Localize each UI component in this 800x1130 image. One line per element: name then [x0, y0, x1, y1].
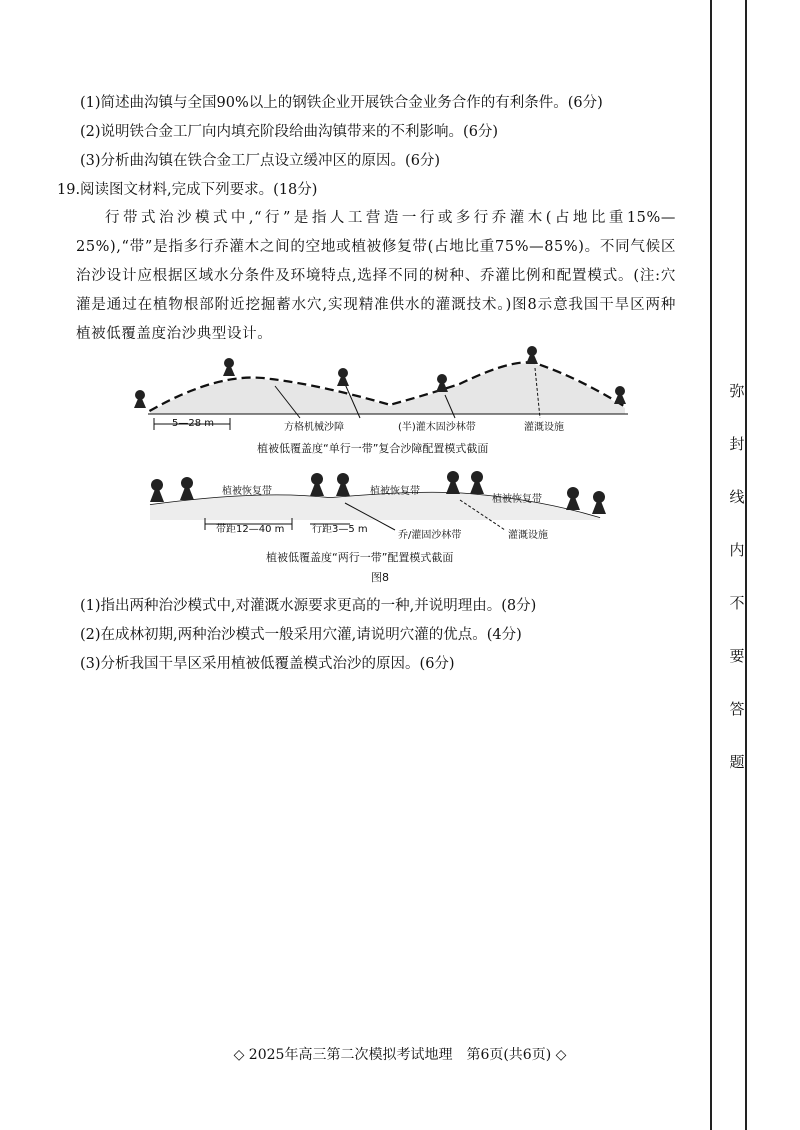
caption-diagram-2: 植被低覆盖度“两行一带”配置模式截面: [266, 551, 454, 564]
label-band-spacing: 带距12—40 m: [216, 524, 285, 535]
seal-line-notice: 弥 封 线 内 不 要 答 题: [729, 382, 745, 771]
binding-line-left: [710, 0, 712, 1130]
question-19-header: 19.阅读图文材料,完成下列要求。(18分): [57, 182, 318, 198]
label-shrub-belt: (半)灌木固沙林带: [398, 422, 476, 433]
label-recovery-belt-2: 植被恢复带: [370, 486, 420, 497]
question-18-1: (1)简述曲沟镇与全国90%以上的钢铁企业开展铁合金业务合作的有利条件。(6分): [80, 95, 603, 111]
label-spacing: 5—28 m: [172, 418, 215, 429]
question-19-2: (2)在成林初期,两种治沙模式一般采用穴灌,请说明穴灌的优点。(4分): [80, 627, 522, 643]
question-18-2: (2)说明铁合金工厂向内填充阶段给曲沟镇带来的不利影响。(6分): [80, 124, 499, 140]
question-19-material: 行带式治沙模式中,“行”是指人工营造一行或多行乔灌木(占地比重15%—25%),“带”是指多行乔灌木之间的空地或植被修复带(占地比重75%—85%)。不同气候区治沙设计应根据区域水分条件及环境特点,选择不同的树种、乔灌比例和配置模式。(注:穴灌是通过在植物根部附近挖掘蓄水穴,实现精准供水的灌溉技术。)图8示意我国干旱区两种植被低覆盖度治沙典型设计。: [76, 210, 676, 342]
question-19-1: (1)指出两种治沙模式中,对灌溉水源要求更高的一种,并说明理由。(8分): [80, 598, 537, 614]
page-footer: ◇ 2025年高三第二次模拟考试地理 第6页(共6页) ◇: [233, 1047, 567, 1063]
question-18-3: (3)分析曲沟镇在铁合金工厂点设立缓冲区的原因。(6分): [80, 153, 441, 169]
figure-title: 图8: [371, 571, 389, 584]
label-recovery-belt-3: 植被恢复带: [492, 494, 542, 505]
label-irrigation-2: 灌溉设施: [508, 530, 548, 541]
question-19-3: (3)分析我国干旱区采用植被低覆盖模式治沙的原因。(6分): [80, 656, 455, 672]
caption-diagram-1: 植被低覆盖度“单行一带”复合沙障配置模式截面: [257, 442, 489, 455]
label-recovery-belt-1: 植被恢复带: [222, 486, 272, 497]
label-tree-shrub-belt: 乔/灌固沙林带: [398, 530, 462, 541]
label-mechanical-barrier: 方格机械沙障: [284, 422, 344, 433]
label-irrigation-1: 灌溉设施: [524, 422, 564, 433]
label-row-spacing: 行距3—5 m: [312, 524, 368, 535]
